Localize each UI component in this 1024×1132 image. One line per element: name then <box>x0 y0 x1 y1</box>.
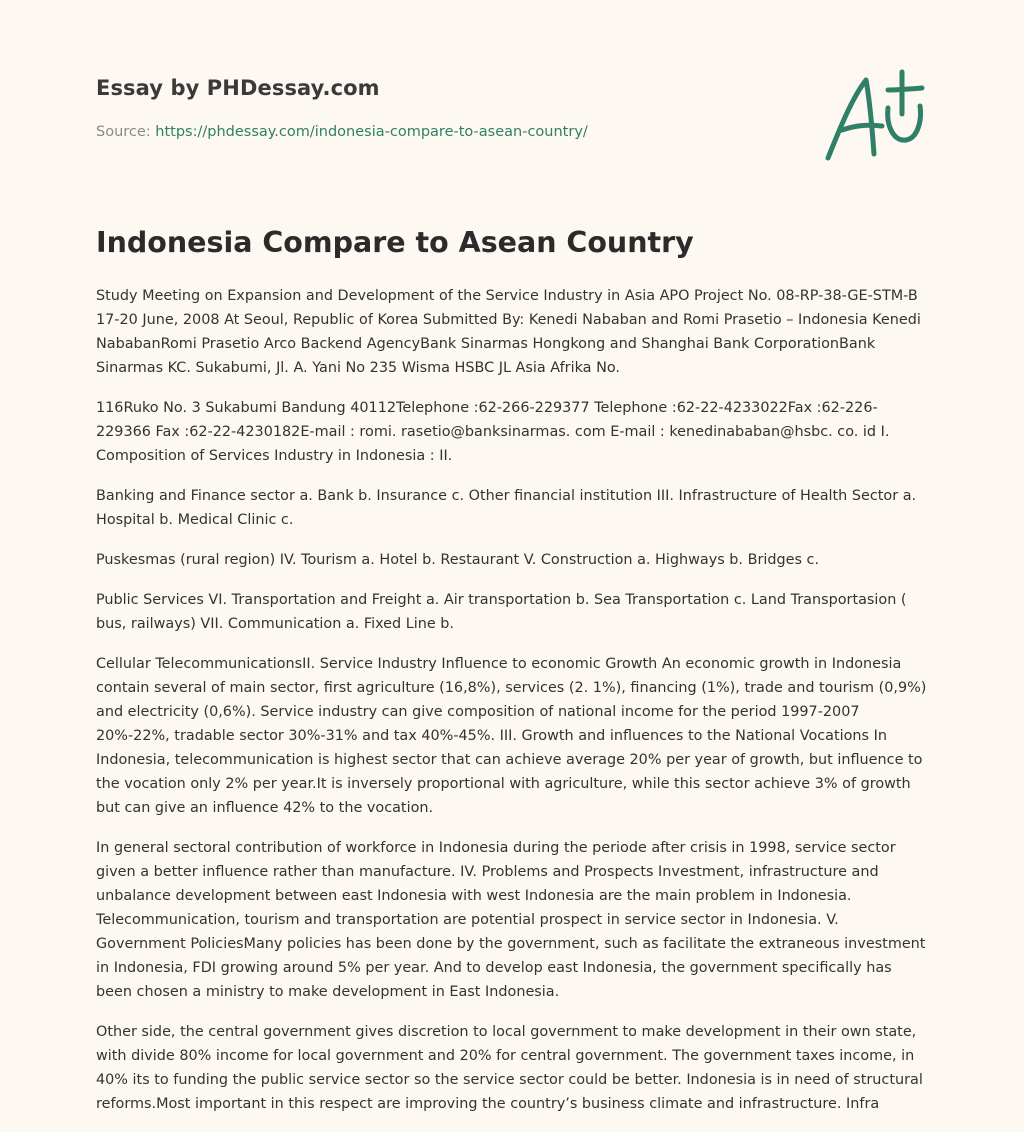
paragraph: Cellular TelecommunicationsII. Service Industry Influence to economic Growth An economic growth in Indonesia contain several of main sector, first agriculture (16,8%), services (2. 1%), financing (1%), trade and tourism (0,9%) and electricity (0,6%). Service industry can give composition of national income for the period 1997-2007 20%-22%, tradable sector 30%-31% and tax 40%-45%. III. Growth and influences to the National Vocations In Indonesia, telecommunication is highest sector that can achieve average 20% per year of growth, but influence to the vocation only 2% per year.It is inversely proportional with agriculture, while this sector achieve 3% of growth but can give an influence 42% to the vocation. <box>96 656 927 816</box>
paragraph: Other side, the central government gives discretion to local government to make development in their own state, with divide 80% income for local government and 20% for central government. The government taxes income, in 40% its to funding the public service sector so the service sector could be better. Indonesia is in need of structural reforms.Most important in this respect are improving the country’s business climate and infrastructure. Infra <box>96 1024 923 1112</box>
site-brand: Essay by PHDessay.com <box>96 76 380 100</box>
source-line <box>96 124 588 140</box>
source-label: Source: <box>96 124 156 140</box>
a-plus-logo-icon <box>822 68 926 164</box>
essay-body <box>96 284 932 1132</box>
paragraph: Study Meeting on Expansion and Development of the Service Industry in Asia APO Project No. 08-RP-38-GE-STM-B 17-20 June, 2008 At Seoul, Republic of Korea Submitted By: Kenedi Nababan and Romi Prasetio – Indonesia Kenedi NababanRomi Prasetio Arco Backend AgencyBank Sinarmas Hongkong and Shanghai Bank CorporationBank Sinarmas KC. Sukabumi, Jl. A. Yani No 235 Wisma HSBC JL Asia Afrika No. <box>96 288 921 376</box>
paragraph: 116Ruko No. 3 Sukabumi Bandung 40112Telephone :62-266-229377 Telephone :62-22-4233022Fax :62-226-229366 Fax :62-22-4230182E-mail : romi. rasetio@banksinarmas. com E-mail : kenedinababan@hsbc. co. id I. Composition of Services Industry in Indonesia : II. <box>96 400 890 464</box>
paragraph: Puskesmas (rural region) IV. Tourism a. Hotel b. Restaurant V. Construction a. Highways b. Bridges c. <box>96 552 820 568</box>
essay-title: Indonesia Compare to Asean Country <box>96 226 694 259</box>
paragraph: Public Services VI. Transportation and Freight a. Air transportation b. Sea Transportation c. Land Transportasion ( bus, railways) VII. Communication a. Fixed Line b. <box>96 592 907 632</box>
source-link[interactable]: https://phdessay.com/indonesia-compare-to-asean-country/ <box>155 124 588 140</box>
paragraph: Banking and Finance sector a. Bank b. Insurance c. Other financial institution III. Infrastructure of Health Sector a. Hospital b. Medical Clinic c. <box>96 488 917 528</box>
paragraph: In general sectoral contribution of workforce in Indonesia during the periode after crisis in 1998, service sector given a better influence rather than manufacture. IV. Problems and Prospects Investment, infrastructure and unbalance development between east Indonesia with west Indonesia are the main problem in Indonesia. Telecommunication, tourism and transportation are potential prospect in service sector in Indonesia. V. Government PoliciesMany policies has been done by the government, such as facilitate the extraneous investment in Indonesia, FDI growing around 5% per year. And to develop east Indonesia, the government specifically has been chosen a ministry to make development in East Indonesia. <box>96 840 926 1000</box>
